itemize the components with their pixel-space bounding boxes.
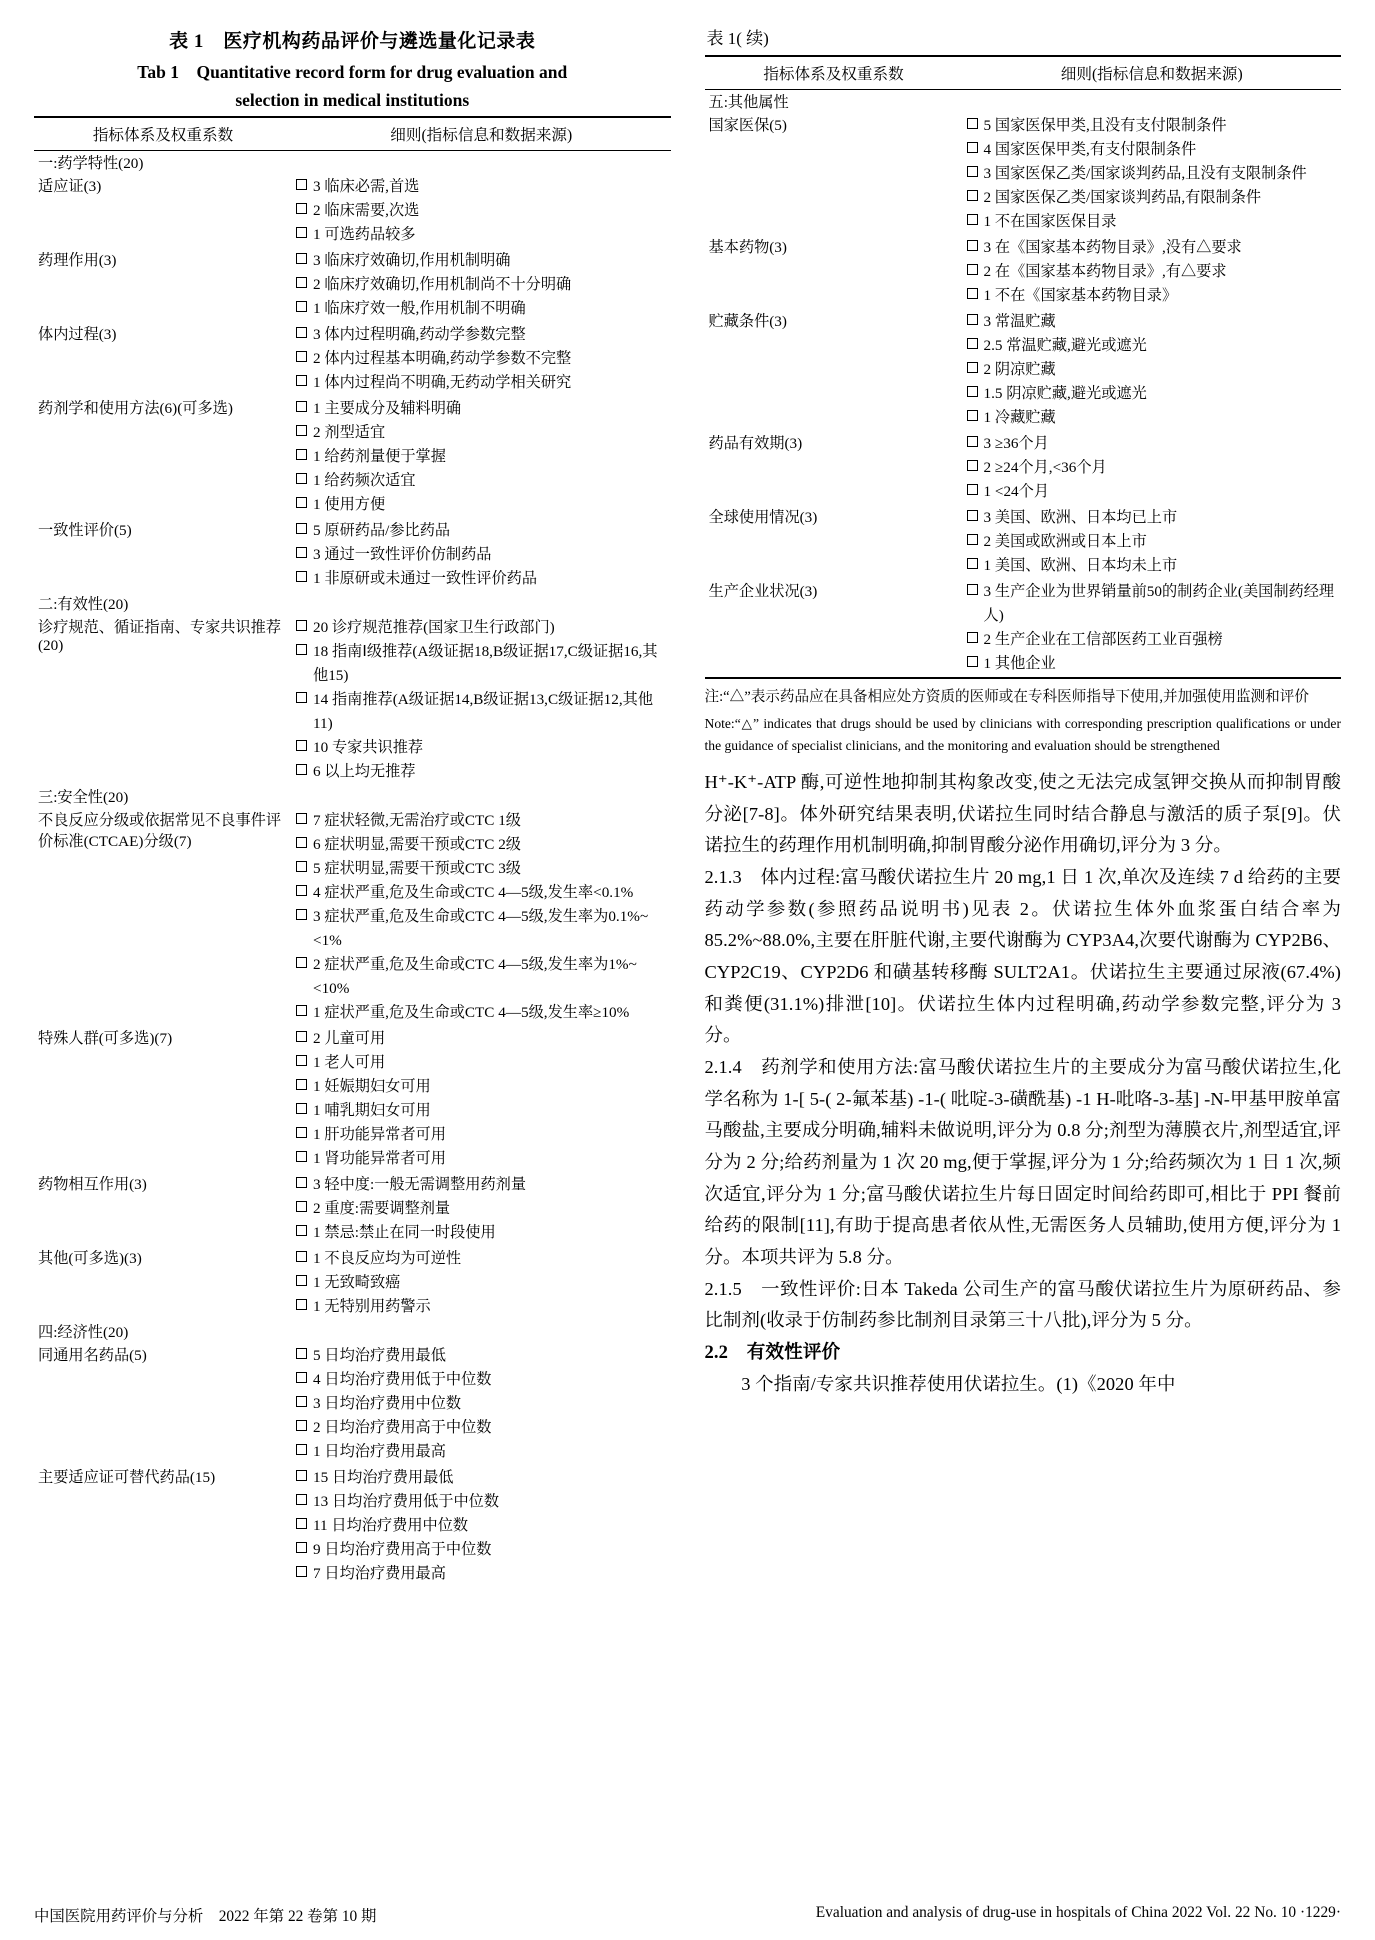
checkbox-option[interactable]: 2 重度:需要调整剂量 xyxy=(296,1197,667,1221)
header-col-indicator: 指标体系及权重系数 xyxy=(705,56,963,90)
group-label: 一:药学特性(20) xyxy=(38,154,144,172)
checkbox-option[interactable]: 3 国家医保乙类/国家谈判药品,且没有支限制条件 xyxy=(967,162,1338,186)
table-row xyxy=(705,431,1342,505)
table-title-en-line1: Tab 1 Quantitative record form for drug evaluation and xyxy=(137,62,568,82)
option-list xyxy=(292,1026,671,1172)
checkbox-option[interactable]: 3 轻中度:一般无需调整用药剂量 xyxy=(296,1173,667,1197)
checkbox-option[interactable]: 4 国家医保甲类,有支付限制条件 xyxy=(967,138,1338,162)
option-list xyxy=(292,396,671,518)
evaluation-table-right xyxy=(705,55,1342,677)
option-list xyxy=(292,1343,671,1465)
checkbox-option[interactable]: 1 美国、欧洲、日本均未上市 xyxy=(967,554,1338,578)
checkbox-option[interactable]: 1 非原研或未通过一致性评价药品 xyxy=(296,567,667,591)
indicator-label: 诊疗规范、循证指南、专家共识推荐(20) xyxy=(38,618,281,654)
checkbox-option[interactable]: 1 临床疗效一般,作用机制不明确 xyxy=(296,297,667,321)
table-row xyxy=(34,396,671,518)
table-header-row xyxy=(705,56,1342,90)
checkbox-option[interactable]: 1 肾功能异常者可用 xyxy=(296,1147,667,1171)
checkbox-option[interactable]: 9 日均治疗费用高于中位数 xyxy=(296,1538,667,1562)
checkbox-option[interactable]: 2 剂型适宜 xyxy=(296,421,667,445)
checkbox-option[interactable]: 3 日均治疗费用中位数 xyxy=(296,1392,667,1416)
table-group-row xyxy=(34,1320,671,1343)
checkbox-option[interactable]: 5 日均治疗费用最低 xyxy=(296,1344,667,1368)
table-row xyxy=(34,1246,671,1320)
checkbox-option[interactable]: 1 体内过程尚不明确,无药动学相关研究 xyxy=(296,371,667,395)
table-group-row xyxy=(34,150,671,174)
table-row xyxy=(34,1026,671,1172)
table-row xyxy=(705,579,1342,677)
table-group-row xyxy=(34,592,671,615)
checkbox-option[interactable]: 1 禁忌:禁止在同一时段使用 xyxy=(296,1221,667,1245)
table-bottom-rule xyxy=(705,677,1342,679)
checkbox-option[interactable]: 13 日均治疗费用低于中位数 xyxy=(296,1490,667,1514)
option-list xyxy=(292,1465,671,1587)
checkbox-option[interactable]: 15 日均治疗费用最低 xyxy=(296,1466,667,1490)
table-row xyxy=(34,174,671,248)
indicator-label: 生产企业状况(3) xyxy=(708,583,818,601)
indicator-label: 其他(可多选)(3) xyxy=(38,1250,142,1268)
option-list xyxy=(963,505,1342,579)
checkbox-option[interactable]: 3 ≥36个月 xyxy=(967,432,1338,456)
section-heading: 2.2 有效性评价 xyxy=(704,1341,841,1363)
checkbox-option[interactable]: 1 其他企业 xyxy=(967,652,1338,676)
checkbox-option[interactable]: 2 体内过程基本明确,药动学参数不完整 xyxy=(296,347,667,371)
header-col-detail: 细则(指标信息和数据来源) xyxy=(292,117,671,151)
checkbox-option[interactable]: 1 主要成分及辅料明确 xyxy=(296,397,667,421)
table-row xyxy=(34,248,671,322)
indicator-label: 药品有效期(3) xyxy=(708,435,803,453)
group-label: 四:经济性(20) xyxy=(38,1324,129,1342)
indicator-label: 特殊人群(可多选)(7) xyxy=(38,1030,173,1048)
checkbox-option[interactable]: 1 给药频次适宜 xyxy=(296,469,667,493)
checkbox-option[interactable]: 1 使用方便 xyxy=(296,493,667,517)
checkbox-option[interactable]: 3 临床必需,首选 xyxy=(296,175,667,199)
paragraph: H⁺-K⁺-ATP 酶,可逆性地抑制其构象改变,使之无法完成氢钾交换从而抑制胃酸分泌[7-8]。体外研究结果表明,伏诺拉生同时结合静息与激活的质子泵[9]。伏诺拉生的药理作用机制明确,抑制胃酸分泌作用确切,评分为 3 分。 xyxy=(704,772,1341,856)
group-label: 五:其他属性 xyxy=(708,94,789,111)
article-body xyxy=(705,767,1342,1400)
checkbox-option[interactable]: 3 美国、欧洲、日本均已上市 xyxy=(967,506,1338,530)
option-list xyxy=(292,1172,671,1246)
evaluation-table-left xyxy=(34,116,671,1588)
option-list xyxy=(292,174,671,248)
table-title-cn: 表 1 医疗机构药品评价与遴选量化记录表 xyxy=(169,31,536,52)
checkbox-option[interactable]: 2 日均治疗费用高于中位数 xyxy=(296,1416,667,1440)
table-row xyxy=(34,1465,671,1587)
table-note-cn: 注:“△”表示药品应在具备相应处方资质的医师或在专科医师指导下使用,并加强使用监测和评价 xyxy=(704,689,1309,706)
checkbox-option[interactable]: 1 哺乳期妇女可用 xyxy=(296,1099,667,1123)
checkbox-option[interactable]: 2 美国或欧洲或日本上市 xyxy=(967,530,1338,554)
table-row xyxy=(705,113,1342,235)
indicator-label: 药物相互作用(3) xyxy=(38,1176,147,1194)
checkbox-option[interactable]: 2 在《国家基本药物目录》,有△要求 xyxy=(967,260,1338,284)
left-column xyxy=(34,22,671,1870)
option-list xyxy=(292,248,671,322)
table-group-row xyxy=(34,785,671,808)
table-row xyxy=(705,505,1342,579)
indicator-label: 基本药物(3) xyxy=(708,239,787,257)
checkbox-option[interactable]: 6 症状明显,需要干预或CTC 2级 xyxy=(296,833,667,857)
checkbox-option[interactable]: 7 日均治疗费用最高 xyxy=(296,1562,667,1586)
indicator-label: 国家医保(5) xyxy=(708,117,787,134)
checkbox-option[interactable]: 10 专家共识推荐 xyxy=(296,736,667,760)
group-label: 三:安全性(20) xyxy=(38,788,129,806)
checkbox-option[interactable]: 7 症状轻微,无需治疗或CTC 1级 xyxy=(296,809,667,833)
option-list xyxy=(963,235,1342,309)
paragraph: 2.1.3 体内过程:富马酸伏诺拉生片 20 mg,1 日 1 次,单次及连续 7 d 给药的主要药动学参数(参照药品说明书)见表 2。伏诺拉生体外血浆蛋白结合率为 85.2%~88.0%,主要在肝脏代谢,主要代谢酶为 CYP3A4,次要代谢酶为 CYP2B6、CYP2C19、CYP2D6 和磺基转移酶 SULT2A1。伏诺拉生主要通过尿液(67.4%)和粪便(31.1%)排泄[10]。伏诺拉生体内过程明确,药动学参数完整,评分为 3 分。 xyxy=(704,867,1341,1046)
checkbox-option[interactable]: 1 可选药品较多 xyxy=(296,223,667,247)
checkbox-option[interactable]: 1 症状严重,危及生命或CTC 4—5级,发生率≥10% xyxy=(296,1001,667,1025)
indicator-label: 全球使用情况(3) xyxy=(708,509,818,527)
table-row xyxy=(34,1172,671,1246)
checkbox-option[interactable]: 2 症状严重,危及生命或CTC 4—5级,发生率为1%~<10% xyxy=(296,953,667,1001)
checkbox-option[interactable]: 1 老人可用 xyxy=(296,1051,667,1075)
checkbox-option[interactable]: 1 妊娠期妇女可用 xyxy=(296,1075,667,1099)
footer-journal-cn: 中国医院用药评价与分析 2022 年第 22 卷第 10 期 xyxy=(34,1908,377,1925)
checkbox-option[interactable]: 2 ≥24个月,<36个月 xyxy=(967,456,1338,480)
checkbox-option[interactable]: 1 <24个月 xyxy=(967,480,1338,504)
table-row xyxy=(34,615,671,785)
table-row xyxy=(34,322,671,396)
option-list xyxy=(292,808,671,1026)
indicator-label: 适应证(3) xyxy=(38,177,102,195)
option-list xyxy=(292,518,671,592)
checkbox-option[interactable]: 1 无致畸致癌 xyxy=(296,1271,667,1295)
table-row xyxy=(34,808,671,1026)
indicator-label: 药理作用(3) xyxy=(38,251,117,269)
checkbox-option[interactable]: 4 症状严重,危及生命或CTC 4—5级,发生率<0.1% xyxy=(296,881,667,905)
checkbox-option[interactable]: 18 指南Ⅰ级推荐(A级证据18,B级证据17,C级证据16,其他15) xyxy=(296,640,667,688)
checkbox-option[interactable]: 6 以上均无推荐 xyxy=(296,760,667,784)
checkbox-option[interactable]: 3 体内过程明确,药动学参数完整 xyxy=(296,323,667,347)
paragraph: 2.1.4 药剂学和使用方法:富马酸伏诺拉生片的主要成分为富马酸伏诺拉生,化学名称为 1-[ 5-( 2-氟苯基) -1-( 吡啶-3-磺酰基) -1 H-吡咯-3-基] -N-甲基甲胺单富马酸盐,主要成分明确,辅料未做说明,评分为 0.8 分;剂型为薄膜衣片,剂型适宜,评分为 2 分;给药剂量为 1 次 20 mg,便于掌握,评分为 1 分;给药频次为 1 日 1 次,频次适宜,评分为 1 分;富马酸伏诺拉生片每日固定时间给药即可,相比于 PPI 餐前给药的限制[11],有助于提高患者依从性,无需医务人员辅助,使用方便,评分为 1 分。本项共评为 5.8 分。 xyxy=(704,1056,1341,1267)
checkbox-option[interactable]: 3 生产企业为世界销量前50的制药企业(美国制药经理人) xyxy=(967,580,1338,628)
checkbox-option[interactable]: 2 临床疗效确切,作用机制尚不十分明确 xyxy=(296,273,667,297)
checkbox-option[interactable]: 2 生产企业在工信部医药工业百强榜 xyxy=(967,628,1338,652)
footer-journal-en: Evaluation and analysis of drug-use in hospitals of China 2022 Vol. 22 No. 10 ·1229· xyxy=(815,1904,1341,1921)
header-col-indicator: 指标体系及权重系数 xyxy=(34,117,292,151)
option-list xyxy=(963,431,1342,505)
checkbox-option[interactable]: 3 在《国家基本药物目录》,没有△要求 xyxy=(967,236,1338,260)
checkbox-option[interactable]: 1 日均治疗费用最高 xyxy=(296,1440,667,1464)
checkbox-option[interactable]: 1.5 阴凉贮藏,避光或遮光 xyxy=(967,382,1338,406)
checkbox-option[interactable]: 3 通过一致性评价仿制药品 xyxy=(296,543,667,567)
table-title-en-line2: selection in medical institutions xyxy=(235,90,470,111)
checkbox-option[interactable]: 1 肝功能异常者可用 xyxy=(296,1123,667,1147)
indicator-label: 一致性评价(5) xyxy=(38,521,132,539)
checkbox-option[interactable]: 3 症状严重,危及生命或CTC 4—5级,发生率为0.1%~<1% xyxy=(296,905,667,953)
checkbox-option[interactable]: 2 国家医保乙类/国家谈判药品,有限制条件 xyxy=(967,186,1338,210)
checkbox-option[interactable]: 1 给药剂量便于掌握 xyxy=(296,445,667,469)
table-row xyxy=(705,235,1342,309)
option-list xyxy=(292,615,671,785)
checkbox-option[interactable]: 20 诊疗规范推荐(国家卫生行政部门) xyxy=(296,616,667,640)
indicator-label: 同通用名药品(5) xyxy=(38,1347,147,1365)
option-list xyxy=(292,1246,671,1320)
checkbox-option[interactable]: 1 不在国家医保目录 xyxy=(967,210,1338,234)
checkbox-option[interactable]: 1 无特别用药警示 xyxy=(296,1295,667,1319)
indicator-label: 贮藏条件(3) xyxy=(708,313,787,331)
indicator-label: 不良反应分级或依据常见不良事件评价标准(CTCAE)分级(7) xyxy=(38,811,281,850)
table-row xyxy=(34,1343,671,1465)
paragraph: 3 个指南/专家共识推荐使用伏诺拉生。(1)《2020 年中 xyxy=(741,1373,1176,1394)
table-continued-title: 表 1( 续) xyxy=(706,29,769,48)
checkbox-option[interactable]: 1 冷藏贮藏 xyxy=(967,406,1338,430)
indicator-label: 体内过程(3) xyxy=(38,325,117,343)
checkbox-option[interactable]: 5 原研药品/参比药品 xyxy=(296,519,667,543)
checkbox-option[interactable]: 11 日均治疗费用中位数 xyxy=(296,1514,667,1538)
table-row xyxy=(705,309,1342,431)
table-note-en: Note:“△” indicates that drugs should be used by clinicians with corresponding prescription qualifications or under the guidance of specialist clinicians, and the monitoring and evaluation should be strengthened xyxy=(704,716,1341,754)
checkbox-option[interactable]: 2 儿童可用 xyxy=(296,1027,667,1051)
page-footer xyxy=(0,1904,1375,1926)
option-list xyxy=(963,579,1342,677)
checkbox-option[interactable]: 5 国家医保甲类,且没有支付限制条件 xyxy=(967,114,1338,138)
option-list xyxy=(963,113,1342,235)
indicator-label: 主要适应证可替代药品(15) xyxy=(38,1469,216,1487)
option-list xyxy=(292,322,671,396)
checkbox-option[interactable]: 1 不在《国家基本药物目录》 xyxy=(967,284,1338,308)
table-group-row xyxy=(705,90,1342,114)
option-list xyxy=(963,309,1342,431)
checkbox-option[interactable]: 3 常温贮藏 xyxy=(967,310,1338,334)
header-col-detail: 细则(指标信息和数据来源) xyxy=(963,56,1342,90)
table-header-row xyxy=(34,117,671,151)
table-row xyxy=(34,518,671,592)
checkbox-option[interactable]: 14 指南推荐(A级证据14,B级证据13,C级证据12,其他11) xyxy=(296,688,667,736)
checkbox-option[interactable]: 2 临床需要,次选 xyxy=(296,199,667,223)
checkbox-option[interactable]: 4 日均治疗费用低于中位数 xyxy=(296,1368,667,1392)
checkbox-option[interactable]: 2 阴凉贮藏 xyxy=(967,358,1338,382)
indicator-label: 药剂学和使用方法(6)(可多选) xyxy=(38,399,233,417)
checkbox-option[interactable]: 1 不良反应均为可逆性 xyxy=(296,1247,667,1271)
paragraph: 2.1.5 一致性评价:日本 Takeda 公司生产的富马酸伏诺拉生片为原研药品、参比制剂(收录于仿制药参比制剂目录第三十八批),评分为 5 分。 xyxy=(704,1278,1341,1331)
checkbox-option[interactable]: 2.5 常温贮藏,避光或遮光 xyxy=(967,334,1338,358)
right-column xyxy=(705,22,1342,1870)
checkbox-option[interactable]: 3 临床疗效确切,作用机制明确 xyxy=(296,249,667,273)
checkbox-option[interactable]: 5 症状明显,需要干预或CTC 3级 xyxy=(296,857,667,881)
group-label: 二:有效性(20) xyxy=(38,595,129,613)
